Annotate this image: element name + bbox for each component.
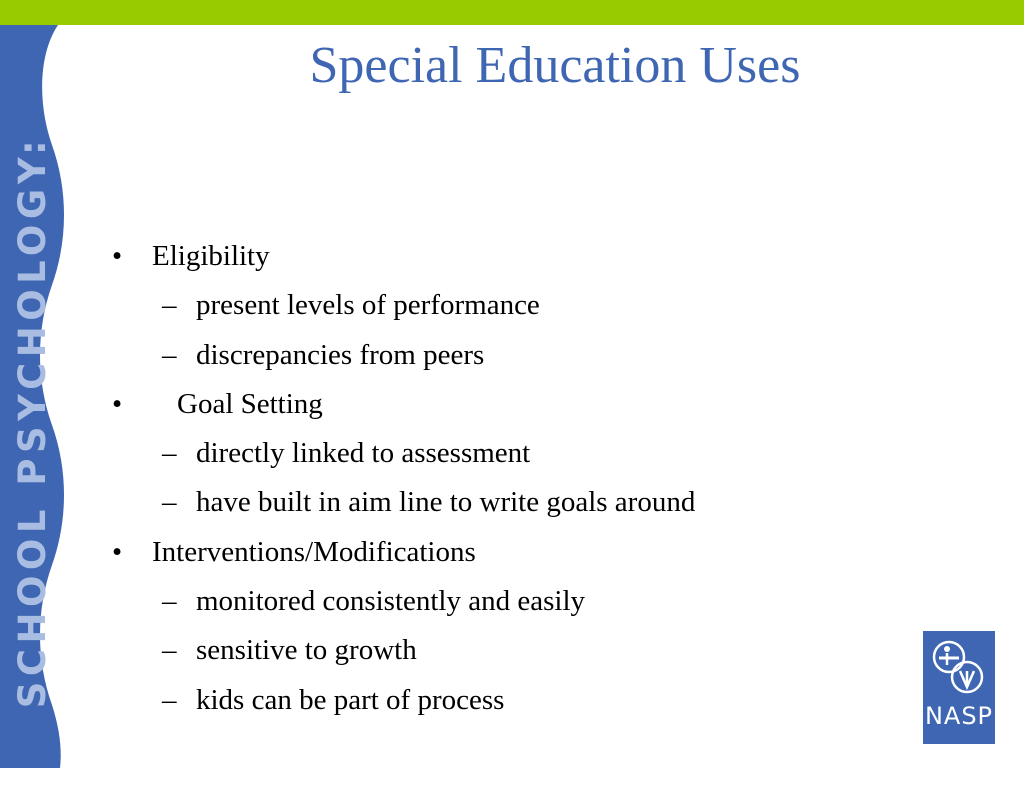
list-item	[112, 281, 912, 330]
list-item	[112, 626, 912, 675]
list-item-text: kids can be part of process	[196, 683, 505, 716]
bullet-marker: •	[112, 240, 123, 272]
dash-marker: –	[162, 289, 177, 322]
list-item	[112, 380, 912, 429]
list-item-text: Eligibility	[152, 240, 270, 272]
list-item	[112, 528, 912, 577]
list-item-text: have built in aim line to write goals around	[196, 486, 696, 519]
list-item	[112, 577, 912, 626]
bullet-marker: •	[112, 535, 123, 568]
list-item-text: sensitive to growth	[196, 634, 417, 667]
dash-marker: –	[162, 634, 177, 667]
list-item	[112, 232, 912, 281]
list-item-text: Interventions/Modifications	[152, 535, 476, 568]
side-banner-text: SCHOOL PSYCHOLOGY:	[10, 134, 54, 709]
nasp-logo	[923, 631, 995, 744]
list-item	[112, 331, 912, 380]
side-banner	[0, 25, 80, 768]
dash-marker: –	[162, 338, 177, 371]
list-item	[112, 429, 912, 478]
dash-marker: –	[162, 683, 177, 716]
list-item-text: monitored consistently and easily	[196, 585, 586, 618]
bullet-list	[112, 232, 912, 725]
dash-marker: –	[162, 486, 177, 519]
logo-text: NASP	[924, 702, 994, 730]
dash-marker: –	[162, 437, 177, 470]
top-accent-bar	[0, 0, 1024, 25]
list-item-text: present levels of performance	[196, 289, 540, 322]
dash-marker: –	[162, 585, 177, 618]
list-item	[112, 478, 912, 527]
list-item-text: Goal Setting	[177, 387, 323, 420]
slide-title: Special Education Uses	[309, 37, 801, 94]
list-item-text: directly linked to assessment	[196, 437, 531, 470]
logo-emblem-icon	[923, 631, 995, 703]
list-item-text: discrepancies from peers	[196, 338, 485, 371]
bullet-marker: •	[112, 387, 123, 420]
list-item	[112, 676, 912, 725]
